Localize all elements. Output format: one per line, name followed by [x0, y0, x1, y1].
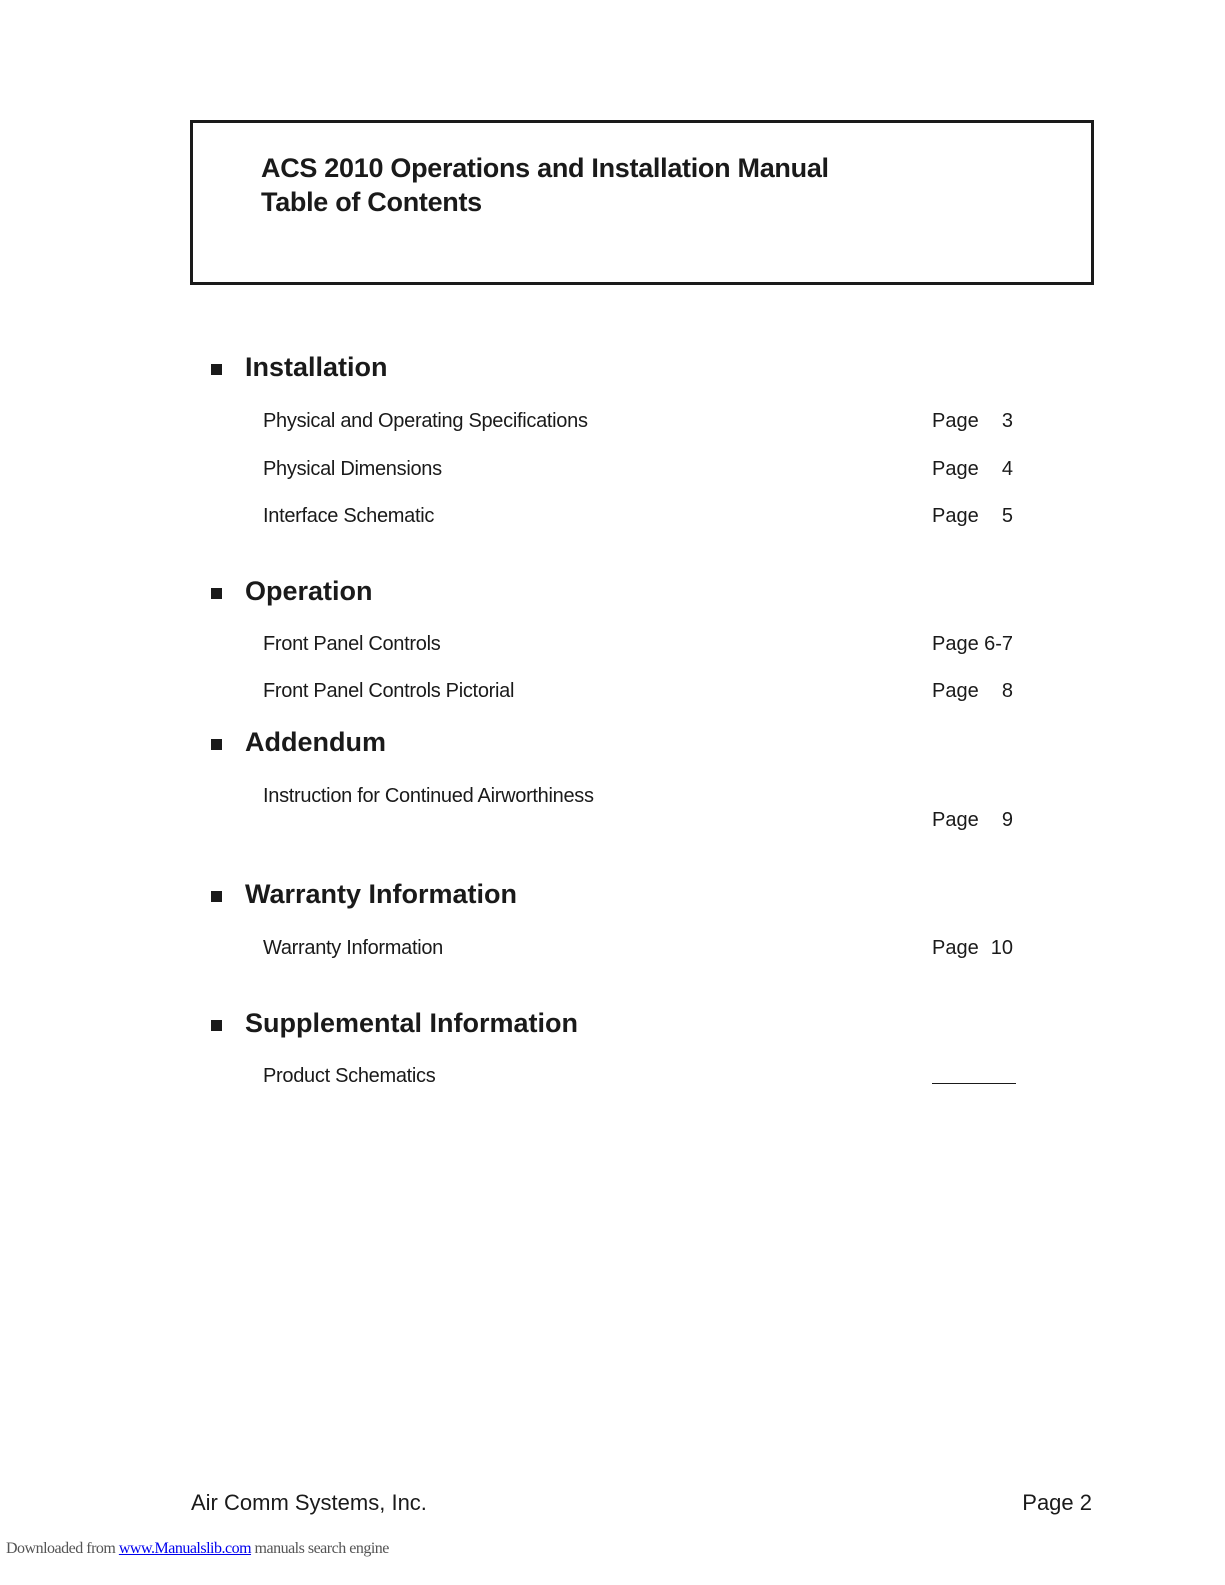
toc-entry-title[interactable]: Physical and Operating Specifications: [263, 410, 588, 432]
page-number: 9: [1001, 809, 1013, 831]
page-label: Page: [932, 505, 979, 527]
download-note-suffix: manuals search engine: [251, 1540, 389, 1557]
page-label: Page: [932, 458, 979, 480]
download-note-prefix: Downloaded from: [6, 1540, 119, 1557]
section-title: Supplemental Information: [245, 1008, 579, 1038]
toc-entry-title[interactable]: Front Panel Controls: [263, 633, 441, 655]
title-box: [190, 120, 1094, 285]
page-number: 4: [1001, 458, 1013, 480]
section-title: Operation: [245, 576, 373, 606]
page-number: 8: [1001, 680, 1013, 702]
page-number: 10: [990, 937, 1013, 959]
footer-company: Air Comm Systems, Inc.: [191, 1490, 427, 1515]
page-label: Page: [932, 680, 979, 702]
section-addendum: [211, 727, 386, 758]
square-bullet-icon: [211, 1020, 222, 1031]
page-number: 3: [1001, 410, 1013, 432]
section-title: Installation: [245, 352, 388, 382]
page-label: Page: [932, 633, 979, 655]
square-bullet-icon: [211, 891, 222, 902]
toc-entry-title[interactable]: Physical Dimensions: [263, 458, 442, 480]
toc-entry-title[interactable]: Interface Schematic: [263, 505, 435, 527]
manualslib-link[interactable]: www.Manualslib.com: [118, 1540, 252, 1557]
toc-entry-title[interactable]: Product Schematics: [263, 1065, 436, 1087]
toc-heading: Table of Contents: [261, 187, 482, 217]
section-title: Addendum: [245, 727, 386, 757]
toc-entry-title[interactable]: Instruction for Continued Airworthiness: [263, 785, 594, 807]
square-bullet-icon: [211, 739, 222, 750]
section-warranty: [211, 879, 517, 910]
page-label: Page: [932, 410, 979, 432]
page-number: 6-7: [984, 633, 1013, 655]
section-installation: [211, 352, 388, 383]
section-title: Warranty Information: [245, 879, 518, 909]
toc-entry-title[interactable]: Warranty Information: [263, 937, 443, 959]
section-operation: [211, 576, 373, 607]
page-number: 5: [1001, 505, 1013, 527]
square-bullet-icon: [211, 588, 222, 599]
toc-entry-title[interactable]: Front Panel Controls Pictorial: [263, 680, 515, 702]
footer-page-number: Page 2: [1022, 1490, 1092, 1515]
page-label: Page: [932, 809, 979, 831]
manual-title: ACS 2010 Operations and Installation Manual: [261, 153, 829, 183]
section-supplemental: [211, 1008, 578, 1039]
page-label: Page: [932, 937, 979, 959]
square-bullet-icon: [211, 364, 222, 375]
download-note: [6, 1540, 389, 1558]
blank-page-line: [932, 1083, 1016, 1084]
